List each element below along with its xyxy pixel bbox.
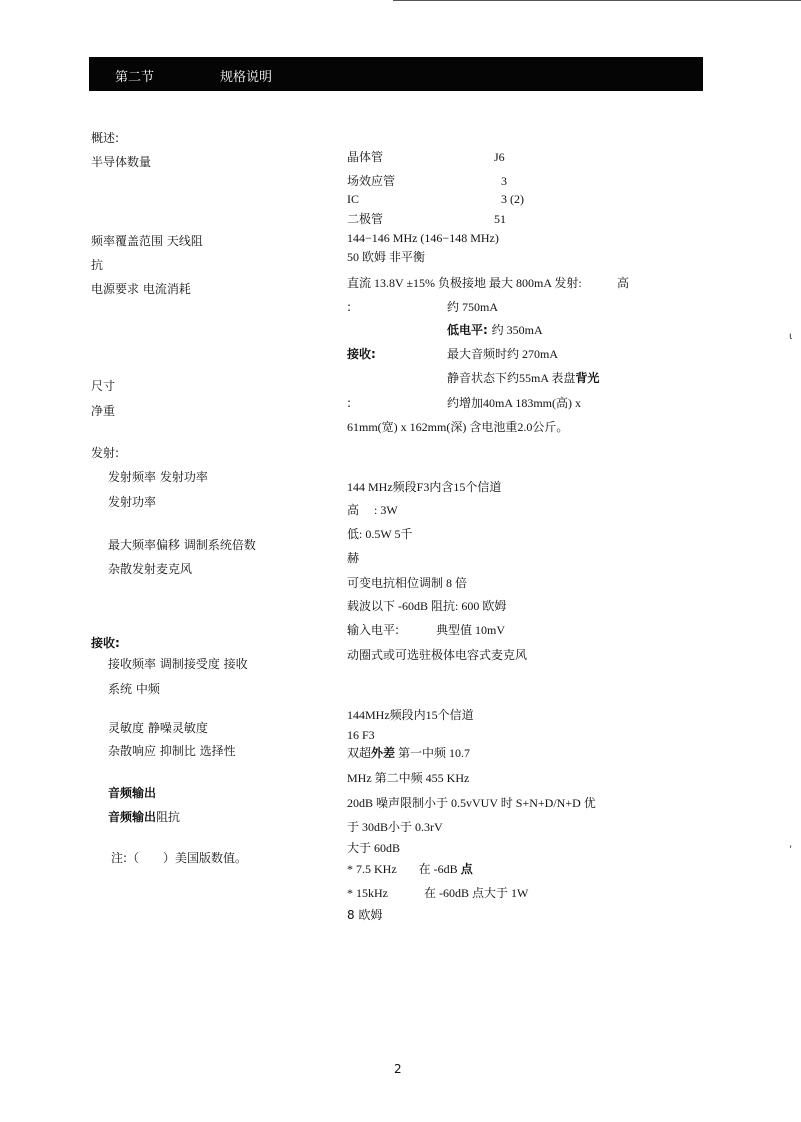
colon-mark-2: : — [347, 396, 352, 410]
rx-sensitivity-label: 灵敏度 静噪灵敏度 — [108, 721, 208, 735]
microphone-type-value: 动圈式或可选驻极体电容式麦克风 — [347, 648, 528, 662]
sel2-a: * 15kHz — [347, 886, 388, 900]
section-title: 规格说明 — [220, 70, 273, 85]
super-b: 外差 — [371, 746, 396, 760]
hz-continuation: 赫 — [347, 551, 360, 565]
tx-low-label: 低电平: — [447, 323, 488, 337]
power-requirement-label: 电源要求 电流消耗 — [91, 282, 191, 296]
ic-value: 3 (2) — [501, 192, 524, 206]
sel1-c: 点 — [460, 862, 473, 876]
rx-spurious-label: 杂散响应 抑制比 选择性 — [108, 744, 236, 758]
second-if-value: MHz 第二中频 455 KHz — [347, 771, 470, 785]
diode-value: 51 — [494, 212, 506, 226]
transistor-value: J6 — [494, 150, 505, 164]
fet-value: 3 — [501, 174, 507, 188]
squelch-current-b: 背光 — [575, 371, 600, 385]
ic-label: IC — [347, 192, 359, 206]
section-number: 第二节 — [115, 70, 155, 85]
backlight-current-size: 约增加40mA 183mm(高) x — [447, 396, 581, 410]
rx-system-label: 系统 中频 — [108, 682, 160, 696]
spurious-rejection-value: 大于 60dB — [347, 841, 401, 855]
rx-frequency-label: 接收频率 调制接受度 接收 — [108, 657, 248, 671]
top-rule — [393, 0, 801, 1]
receiver-system-value — [347, 746, 470, 761]
power-high-label: 高 — [617, 276, 630, 290]
super-c: 第一中频 10.7 — [395, 746, 471, 760]
freq-coverage-label: 频率覆盖范围 天线阻 — [91, 234, 203, 248]
squelch-current-a: 静音状态下约55mA 表盘 — [447, 371, 576, 385]
rx-max-audio-current: 最大音频时约 270mA — [447, 347, 559, 361]
audio-impedance-value: 8 欧姆 — [347, 908, 383, 922]
audio-impedance-label-a: 音频输出 — [108, 810, 157, 824]
transistor-label: 晶体管 — [347, 150, 384, 164]
fet-label: 场效应管 — [347, 174, 396, 188]
carrier-impedance-value: 载波以下 -60dB 阻抗: 600 欧姆 — [347, 599, 507, 613]
colon-mark-1: : — [347, 300, 352, 314]
tx-low-power-value: 低: 0.5W 5千 — [347, 527, 413, 541]
tx-low-value: 约 350mA — [491, 323, 543, 337]
dimensions-weight-value: 61mm(宽) x 162mm(深) 含电池重2.0公斤。 — [347, 420, 569, 434]
section-header-bar — [89, 57, 703, 91]
edge-mark-2: , — [789, 839, 793, 850]
frequency-range-value: 144−146 MHz (146−148 MHz) — [347, 231, 499, 245]
tx-high-power-value: 高 : 3W — [347, 503, 398, 517]
sel1-b: 在 -6dB — [418, 862, 461, 876]
tx-frequency-label: 发射频率 发射功率 — [108, 470, 208, 484]
tx-power-label: 发射功率 — [108, 495, 157, 509]
receive-heading: 接收: — [91, 636, 120, 650]
rx-frequency-value: 144MHz频段内15个信道 — [347, 708, 474, 722]
semiconductors-label: 半导体数量 — [91, 155, 152, 169]
tx-high-current: 约 750mA — [447, 300, 499, 314]
us-version-note: 注:（ ）美国版数值。 — [111, 851, 248, 865]
audio-impedance-label — [108, 810, 180, 825]
squelch-current — [447, 371, 599, 386]
edge-mark-1: ι — [789, 331, 793, 342]
tx-spurious-label: 杂散发射麦克风 — [108, 562, 193, 576]
input-level-value: 典型值 10mV — [436, 623, 506, 637]
size-label: 尺寸 — [91, 379, 116, 393]
tx-deviation-label: 最大频率偏移 调制系统倍数 — [108, 538, 256, 552]
page-number: 2 — [394, 1062, 402, 1076]
sel1-a: * 7.5 KHz — [347, 862, 397, 876]
transmit-heading: 发射: — [91, 446, 120, 460]
rx-current-label: 接收: — [347, 347, 376, 361]
audio-output-label: 音频输出 — [108, 786, 157, 800]
sel2-b: 在 -60dB 点大于 1W — [424, 886, 529, 900]
rx-mode-value: 16 F3 — [347, 728, 375, 742]
modulation-value: 可变电抗相位调制 8 倍 — [347, 576, 468, 590]
audio-impedance-label-b: 阻抗 — [156, 810, 181, 824]
impedance-label-tail: 抗 — [91, 258, 104, 272]
selectivity-60db-audio — [347, 886, 528, 901]
squelch-sensitivity-value: 于 30dB小于 0.3rV — [347, 820, 443, 834]
super-a: 双超 — [347, 746, 372, 760]
tx-frequency-value: 144 MHz频段F3内含15个信道 — [347, 480, 502, 494]
antenna-impedance-value: 50 欧姆 非平衡 — [347, 250, 426, 264]
tx-low-current — [447, 323, 543, 338]
input-level-label: 输入电平: — [347, 623, 400, 637]
weight-label: 净重 — [91, 404, 116, 418]
sensitivity-value: 20dB 噪声限制小于 0.5vVUV 时 S+N+D/N+D 优 — [347, 796, 596, 810]
diode-label: 二极管 — [347, 212, 384, 226]
power-supply-value: 直流 13.8V ±15% 负极接地 最大 800mA 发射: — [347, 276, 582, 290]
overview-label: 概述: — [91, 131, 120, 145]
selectivity-6db — [347, 862, 473, 877]
